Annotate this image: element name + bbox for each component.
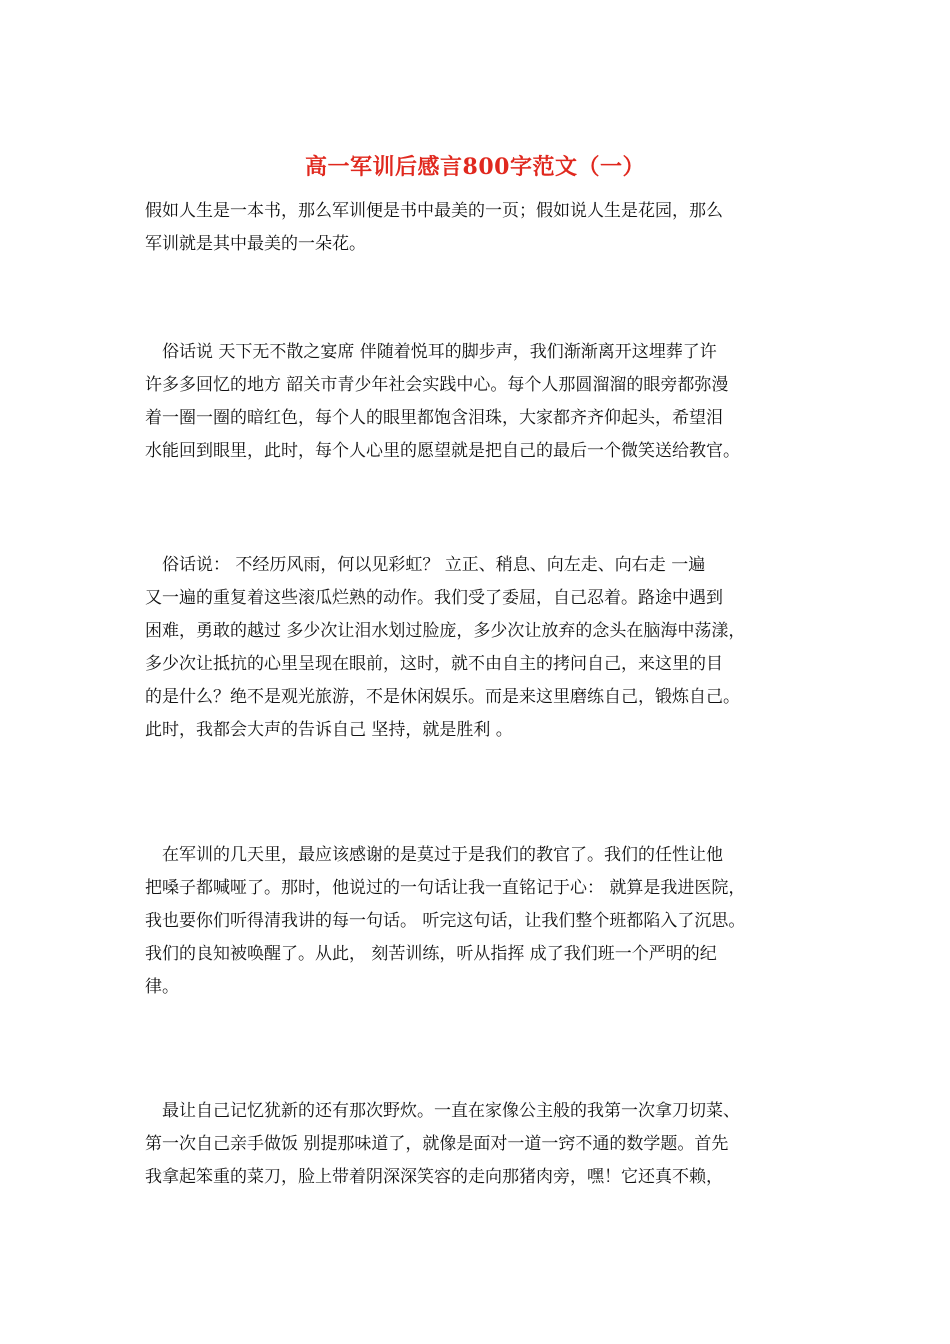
paragraph-line: 军训就是其中最美的一朵花。 <box>145 234 366 254</box>
paragraph-line: 的是什么？绝不是观光旅游，不是休闲娱乐。而是来这里磨练自己，锻炼自己。 <box>145 687 740 707</box>
paragraph-line: 多少次让抵抗的心里呈现在眼前，这时，就不由自主的拷问自己，来这里的目 <box>145 654 723 674</box>
paragraph-line: 最让自己记忆犹新的还有那次野炊。一直在家像公主般的我第一次拿刀切菜、 <box>145 1101 740 1121</box>
paragraph-2 <box>145 336 815 468</box>
paragraph-3 <box>145 549 815 747</box>
paragraph-line: 俗话说 天下无不散之宴席 伴随着悦耳的脚步声，我们渐渐离开这埋葬了许 <box>145 342 717 362</box>
paragraph-line: 我拿起笨重的菜刀，脸上带着阴深深笑容的走向那猪肉旁，嘿！它还真不赖， <box>145 1167 723 1187</box>
paragraph-line: 律。 <box>145 977 179 997</box>
paragraph-line: 此时，我都会大声的告诉自己 坚持，就是胜利 。 <box>145 720 513 740</box>
paragraph-line: 在军训的几天里，最应该感谢的是莫过于是我们的教官了。我们的任性让他 <box>145 845 723 865</box>
paragraph-1 <box>145 195 815 261</box>
paragraph-4 <box>145 839 815 1004</box>
paragraph-line: 我们的良知被唤醒了。从此， 刻苦训练，听从指挥 成了我们班一个严明的纪 <box>145 944 717 964</box>
paragraph-line: 把嗓子都喊哑了。那时，他说过的一句话让我一直铭记于心： 就算是我进医院， <box>145 878 746 898</box>
paragraph-line: 我也要你们听得清我讲的每一句话。 听完这句话，让我们整个班都陷入了沉思。 <box>145 911 746 931</box>
paragraph-line: 俗话说： 不经历风雨，何以见彩虹？ 立正、稍息、向左走、向右走 一遍 <box>145 555 706 575</box>
paragraph-line: 着一圈一圈的暗红色，每个人的眼里都饱含泪珠，大家都齐齐仰起头，希望泪 <box>145 408 723 428</box>
paragraph-line: 又一遍的重复着这些滚瓜烂熟的动作。我们受了委屈，自己忍着。路途中遇到 <box>145 588 723 608</box>
paragraph-line: 水能回到眼里，此时，每个人心里的愿望就是把自己的最后一个微笑送给教官。 <box>145 441 740 461</box>
document-title: 高一军训后感言800字范文（一） <box>305 154 645 180</box>
paragraph-line: 第一次自己亲手做饭 别提那味道了，就像是面对一道一窍不通的数学题。首先 <box>145 1134 729 1154</box>
paragraph-5 <box>145 1095 815 1194</box>
paragraph-line: 困难，勇敢的越过 多少次让泪水划过脸庞，多少次让放弃的念头在脑海中荡漾， <box>145 621 746 641</box>
paragraph-line: 许多多回忆的地方 韶关市青少年社会实践中心。每个人那圆溜溜的眼旁都弥漫 <box>145 375 729 395</box>
paragraph-line: 假如人生是一本书，那么军训便是书中最美的一页；假如说人生是花园，那么 <box>145 201 723 221</box>
